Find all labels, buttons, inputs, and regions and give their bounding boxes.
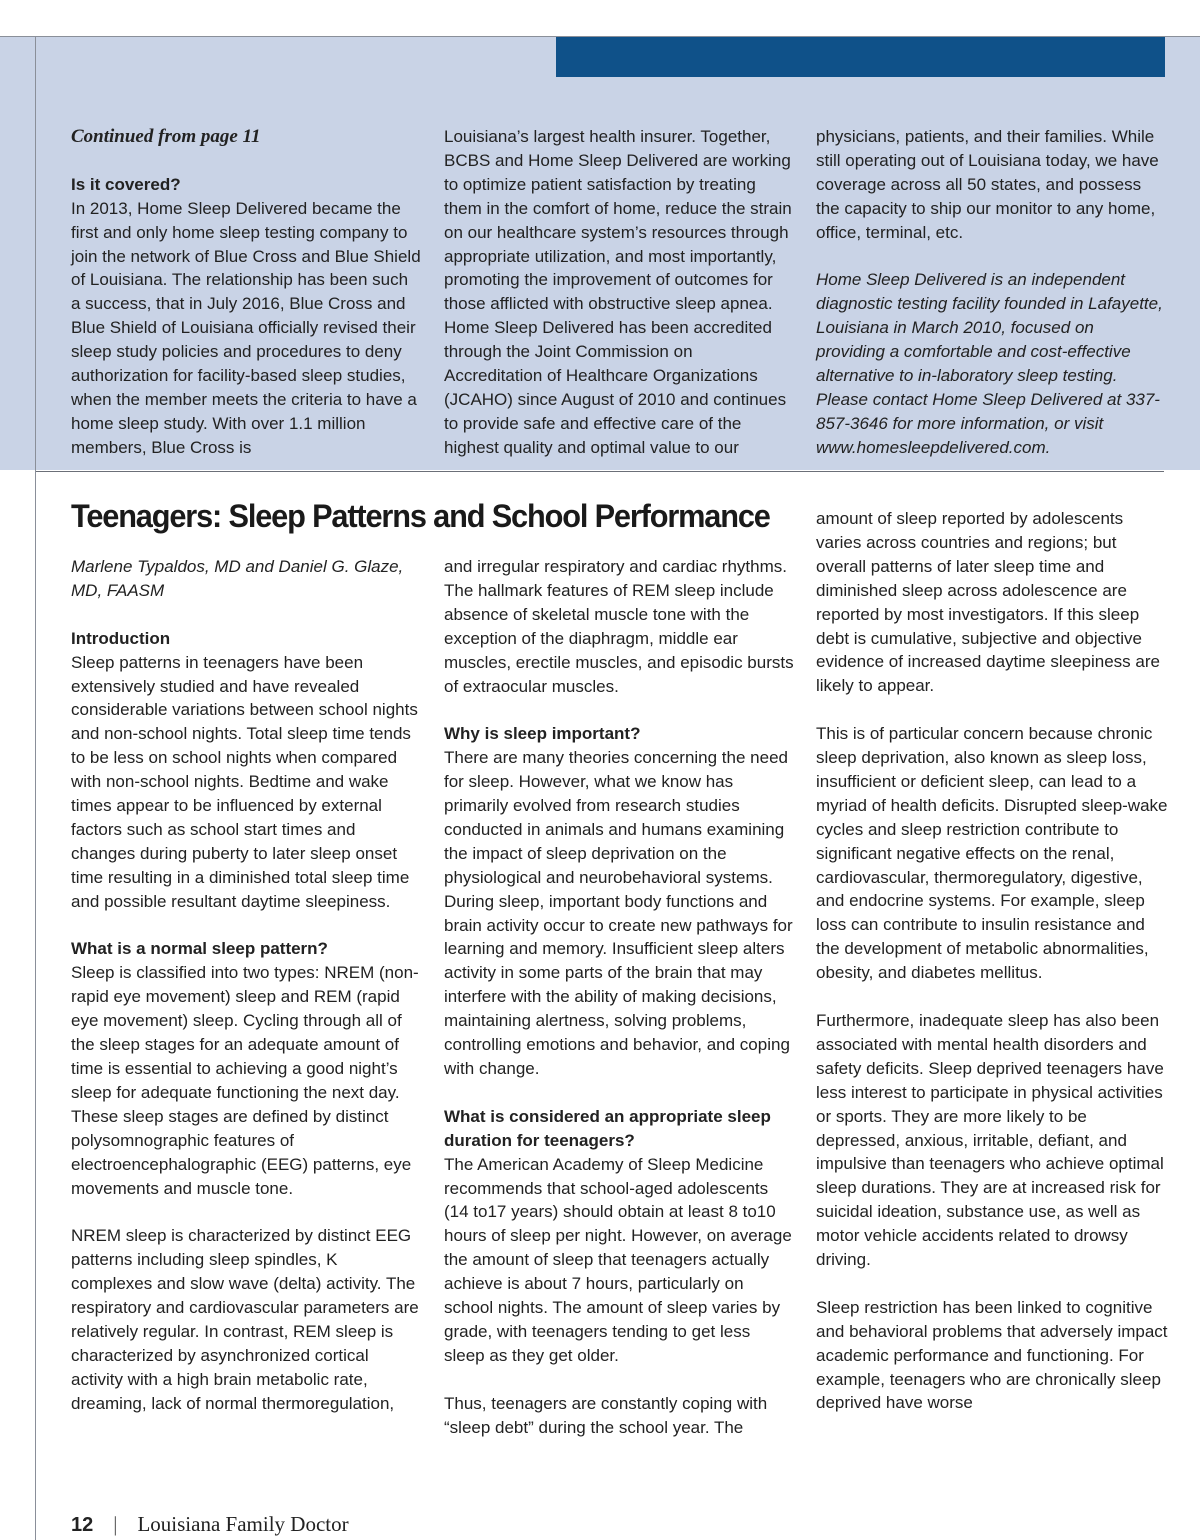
paragraph: Sleep restriction has been linked to cognitive and behavioral problems that adversely impact academic performance and functioning. For example, teenagers who are chronically sleep deprived have worse xyxy=(816,1297,1168,1413)
paragraph: Sleep patterns in teenagers have been extensively studied and have revealed considerable variations between school nights and non-school nights. Total sleep time tends to be less on school nights when compared with non-school nights. Bedtime and wake times appear to be influenced by external factors such as school start times and changes during puberty to later sleep onset time resulting in a diminished total sleep time and possible resultant daytime sleepiness. xyxy=(71,652,418,911)
continued-note: Continued from page 11 xyxy=(71,126,261,147)
section-heading-introduction: Introduction xyxy=(71,628,171,648)
left-margin-rule xyxy=(35,36,36,1540)
paragraph: physicians, patients, and their families. While still operating out of Louisiana today, we have coverage across all 50 states, and possess the capacity to ship our monitor to any home, office, terminal, etc. xyxy=(816,127,1159,242)
paragraph: The American Academy of Sleep Medicine recommends that school-aged adolescents (14 to17 years) should obtain at least 8 to10 hours of sleep per night. However, on average the amount of sleep that teenagers actually achieve is about 7 hours, particularly on school nights. The amount of sleep varies by grade, with teenagers tending to get less sleep as they get older. xyxy=(444,1154,792,1365)
section-heading-normal-sleep: What is a normal sleep pattern? xyxy=(71,939,328,959)
page-number: 12 xyxy=(71,1514,94,1536)
paragraph: There are many theories concerning the need for sleep. However, what we know has primarily evolved from research studies conducted in animals and humans examining the impact of sleep deprivation on the physiological and neurobehavioral systems. During sleep, important body functions and brain activity occur to create new pathways for learning and memory. Insufficient sleep alters activity in some parts of the brain that may interfere with the ability of making decisions, maintaining alertness, solving problems, controlling emotions and behavior, and coping with change. xyxy=(444,748,793,1079)
article-column-2 xyxy=(444,555,794,1439)
section-heading-covered: Is it covered? xyxy=(71,174,181,194)
section-heading-why-sleep: Why is sleep important? xyxy=(444,724,641,744)
section-heading-sleep-duration: What is considered an appropriate sleep duration for teenagers? xyxy=(444,1106,771,1150)
header-accent-bar xyxy=(556,37,1165,77)
paragraph: Furthermore, inadequate sleep has also been associated with mental health disorders and safety deficits. Sleep deprived teenagers have less interest to participate in physical activities or sports. They are more likely to be depressed, anxious, irritable, defiant, and impulsive than teenagers who achieve optimal sleep durations. They are at increased risk for suicidal ideation, substance use, as well as motor vehicle accidents related to drowsy driving. xyxy=(816,1011,1164,1270)
paragraph: Thus, teenagers are constantly coping with “sleep debt” during the school year. The xyxy=(444,1393,768,1437)
page-footer xyxy=(71,1512,349,1537)
article-column-3 xyxy=(816,507,1168,1415)
paragraph: This is of particular concern because chronic sleep deprivation, also known as sleep loss, insufficient or deficient sleep, can lead to a myriad of health deficits. Disrupted sleep-wake cycles and sleep restriction contribute to significant negative effects on the renal, cardiovascular, thermoregulatory, digestive, and endocrine systems. For example, sleep loss can contribute to insulin resistance and the development of metabolic abnormalities, obesity, and diabetes mellitus. xyxy=(816,724,1168,983)
publication-name: Louisiana Family Doctor xyxy=(137,1512,349,1536)
paragraph: NREM sleep is characterized by distinct EEG patterns including sleep spindles, K complexes and slow wave (delta) activity. The respiratory and cardiovascular parameters are relatively regular. In contrast, REM sleep is characterized by asynchronized cortical activity with a high brain metabolic rate, dreaming, lack of normal thermoregulation, xyxy=(71,1226,419,1413)
paragraph: In 2013, Home Sleep Delivered became the first and only home sleep testing company to join the network of Blue Cross and Blue Shield of Louisiana. The relationship has been such a success, that in July 2016, Blue Cross and Blue Shield of Louisiana officially revised their sleep study policies and procedures to deny authorization for facility-based sleep studies, when the member meets the criteria to have a home sleep study. With over 1.1 million members, Blue Cross is xyxy=(71,198,421,457)
paragraph: Louisiana’s largest health insurer. Together, BCBS and Home Sleep Delivered are working to optimize patient satisfaction by treating them in the comfort of home, reduce the strain on our healthcare system’s resources through appropriate utilization, and most importantly, promoting the improvement of outcomes for those afflicted with obstructive sleep apnea. Home Sleep Delivered has been accredited through the Joint Commission on Accreditation of Healthcare Organizations (JCAHO) since August of 2010 and continues to provide safe and effective care of the highest quality and optimal value to our xyxy=(444,127,792,457)
continued-column-2 xyxy=(444,125,794,460)
about-paragraph: Home Sleep Delivered is an independent diagnostic testing facility founded in Lafayette, Louisiana in March 2010, focused on providing a comfortable and cost-effective alternative to in-laboratory sleep testing. Please contact Home Sleep Delivered at 337-857-3646 for more information, or visit www.homesleepdelivered.com. xyxy=(816,270,1163,457)
footer-separator: | xyxy=(113,1512,118,1536)
article-title: Teenagers: Sleep Patterns and School Performance xyxy=(71,498,770,534)
article-authors: Marlene Typaldos, MD and Daniel G. Glaze, MD, FAASM xyxy=(71,557,404,600)
continued-column-3 xyxy=(816,125,1166,460)
paragraph: and irregular respiratory and cardiac rhythms. The hallmark features of REM sleep include absence of skeletal muscle tone with the exception of the diaphragm, middle ear muscles, erectile muscles, and episodic bursts of extraocular muscles. xyxy=(444,557,794,696)
top-margin xyxy=(0,0,1200,36)
section-divider xyxy=(36,471,1164,472)
paragraph: amount of sleep reported by adolescents varies across countries and regions; but overall patterns of later sleep time and diminished sleep across adolescence are reported by most investigators. If this sleep debt is cumulative, subjective and objective evidence of increased daytime sleepiness are likely to appear. xyxy=(816,509,1160,696)
article-column-1 xyxy=(71,555,421,1416)
continued-column-1 xyxy=(71,125,421,460)
paragraph: Sleep is classified into two types: NREM (non-rapid eye movement) sleep and REM (rapid eye movement) sleep. Cycling through all of the sleep stages for an adequate amount of time is essential to achieving a good night’s sleep for adequate functioning the next day. These sleep stages are defined by distinct polysomnographic features of electroencephalographic (EEG) patterns, eye movements and muscle tone. xyxy=(71,963,419,1198)
